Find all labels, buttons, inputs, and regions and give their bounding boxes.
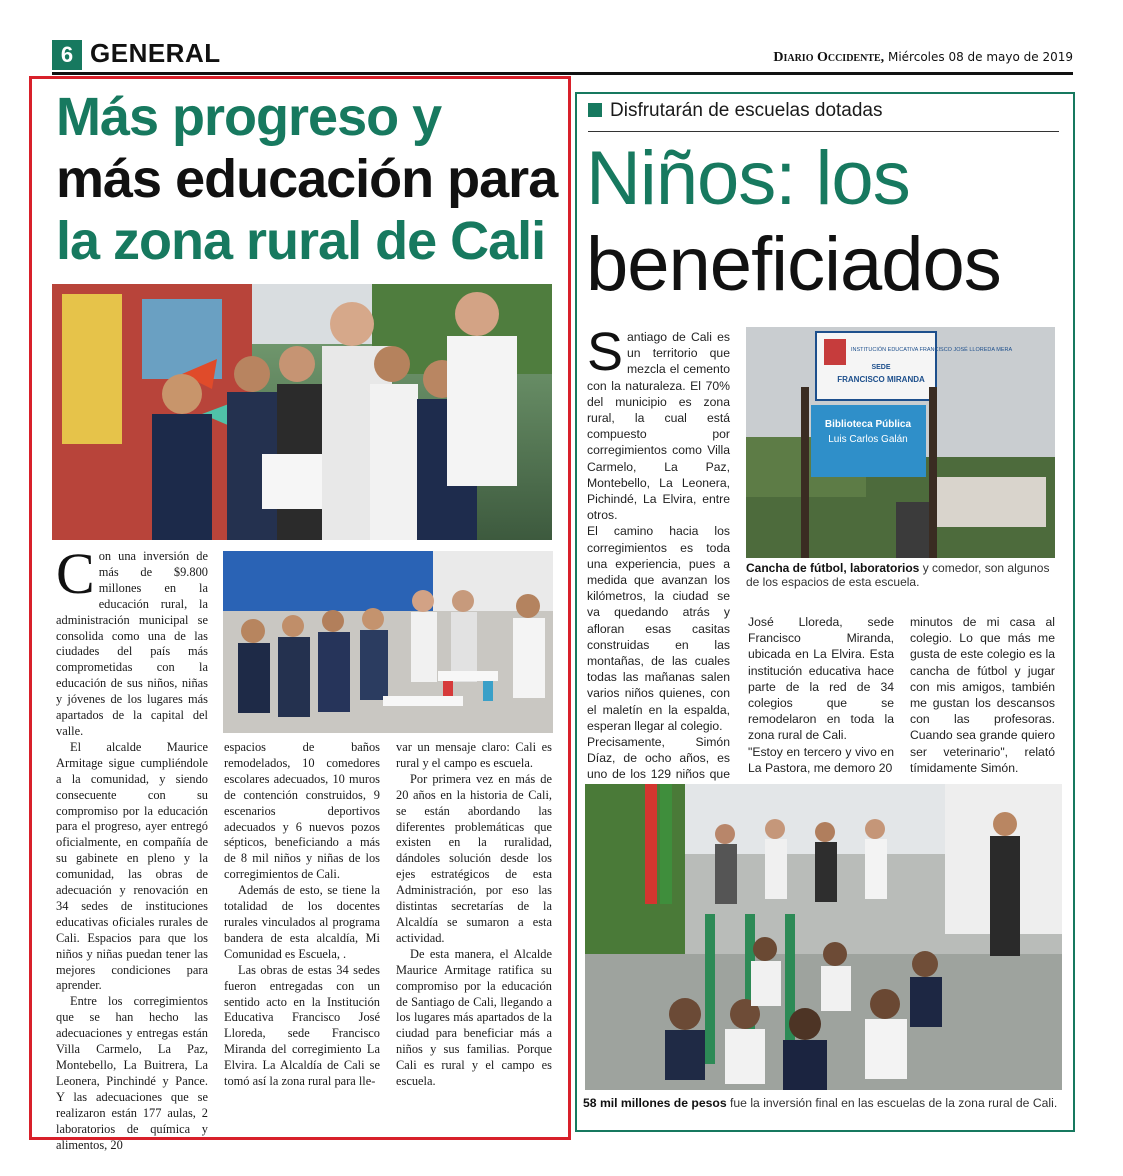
right-headline-line1: Niños: los (586, 136, 910, 221)
left-col2-paragraph-3: Las obras de estas 34 sedes fueron entregadas con un sentido acto en la Institución Educativa Francisco José Lloreda, sede Francisco Miranda del corregimiento La Elvira. La Alcaldía de Cali se tomó así la zona rural para lle- (224, 962, 380, 1089)
newspaper-name: Diario Occidente, (773, 50, 885, 65)
left-headline (56, 86, 566, 272)
left-headline-line1: Más progreso y (56, 87, 442, 147)
left-body-column-2 (224, 740, 380, 1090)
photo-school-courtyard (585, 784, 1062, 1090)
left-body-column-1 (56, 541, 208, 1153)
left-body-column-3 (396, 740, 552, 1090)
page-number: 6 (52, 40, 82, 70)
right-dropcap: S (587, 322, 624, 382)
right-col3-paragraph-1: minutos de mi casa al colegio. Lo que más me gusta de este colegio es la cancha de fútbol y jugar con mis amigos, también me gustan los descansos con las profesoras. Cuando sea grande quiero ser veterinario", relató tímidamente Simón. (910, 615, 1055, 775)
right-body-column-2 (748, 614, 894, 776)
left-col3-paragraph-3: De esta manera, el Alcalde Maurice Armitage ratifica su compromiso por la educación de Santiago de Cali, llegando a los lugares más apartados de la ciudad para beneficiar más a niños y sus familias. Porque Cali es rural y el campo es escuela. (396, 946, 552, 1089)
header-rule (52, 72, 1073, 75)
right-col1-paragraph-1: antiago de Cali es un territorio que mezcla el cemento con la naturaleza. El 70% del municipio es zona rural, la cual está compuesto por corregimientos como Villa Carmelo, La Paz, Montebello, La Leonera, Pichindé, La Elvira, entre otros. (587, 330, 730, 523)
left-headline-line3: la zona rural de Cali (56, 211, 546, 271)
sign-line1: INSTITUCIÓN EDUCATIVA FRANCISCO JOSÉ LLOREDA MERA (851, 347, 1013, 353)
section-title: GENERAL (90, 38, 221, 68)
left-headline-line2: más educación para (56, 149, 558, 209)
left-dropcap: C (56, 541, 95, 606)
sign-line2: SEDE (871, 364, 891, 371)
right-col1-paragraph-3: Precisamente, Simón Díaz, de ocho años, es uno de los 129 niños que (587, 735, 730, 782)
masthead (773, 50, 1073, 66)
left-col2-paragraph-2: Además de esto, se tiene la totalidad de los docentes rurales vinculados al programa bandera de esta alcaldía, Mi Comunidad es Escuela, . (224, 883, 380, 961)
left-col3-paragraph-1: var un mensaje claro: Cali es rural y el campo es escuela. (396, 740, 552, 770)
issue-date: Miércoles 08 de mayo de 2019 (887, 50, 1073, 64)
caption-school-courtyard (583, 1096, 1063, 1110)
right-col2-paragraph-1: José Lloreda, sede Francisco Miranda, ubicada en La Elvira. Esta institución educativa hace parte de la red de 34 colegios que se remodelaron en toda la zona rural de Cali. (748, 615, 894, 743)
right-body-column-1 (587, 322, 730, 815)
left-col1-paragraph-3: Entre los corregimientos que se han hecho las adecuaciones y entregas están Villa Carmelo, La Paz, Montebello, La Buitrera, La Leonera, Pinchindé y Pance. Y las adecuaciones que se realizaron están 177 aulas, 2 laboratorios de química y alimentos, 20 (56, 994, 208, 1152)
caption-school-sign (746, 561, 1058, 589)
left-col2-paragraph-1: espacios de baños remodelados, 10 comedores escolares adecuados, 10 muros de contención construidos, 9 escenarios deportivos adecuados y 6 nuevos pozos sépticos, beneficiando a más de 8 mil niños y niñas de los corregimientos de Cali. (224, 740, 380, 882)
board-line2: Luis Carlos Galán (828, 434, 908, 445)
right-col1-paragraph-2: El camino hacia los corregimientos es toda una experiencia, pues a medida que avanzan los kilómetros, la ciudad se va quedando atrás y afloran esas casitas construidas en las montañas, de las cuales todas las mañanas salen varios niños quienes, con el maletín en la espalda, esperan llegar al colegio. (587, 524, 730, 733)
right-kicker (588, 100, 883, 122)
kicker-text: Disfrutarán de escuelas dotadas (610, 100, 883, 121)
right-col2-paragraph-2: "Estoy en tercero y vivo en La Pastora, me demoro 20 (748, 744, 894, 775)
right-body-column-3 (910, 614, 1055, 776)
caption1-rest: y comedor, son algunos de los espacios de esta escuela. (746, 561, 1050, 589)
photo-children-celebrating (52, 284, 552, 540)
photo-classroom-visit (223, 551, 553, 733)
caption1-lead: Cancha de fútbol, laboratorios (746, 561, 920, 575)
caption2-lead: 58 mil millones de pesos (583, 1096, 727, 1110)
kicker-rule (588, 131, 1059, 132)
caption2-rest: fue la inversión final en las escuelas de la zona rural de Cali. (726, 1096, 1058, 1110)
left-col1-paragraph-2: El alcalde Maurice Armitage sigue cumpliéndole a la comunidad, y siendo consecuente con su compromiso por la educación para el progreso, ayer entregó oficialmente, en compañía de su gabinete en pleno y la comunidad, las obras de adecuación y renovación en 34 sedes de instituciones educativas oficiales rurales de Cali. Espacios para que los niños y niñas puedan tener las mejores condiciones para aprender. (56, 739, 208, 993)
kicker-square-icon (588, 103, 602, 117)
right-headline (586, 136, 1066, 308)
left-col1-paragraph-1: on una inversión de más de $9.800 millones en la educación rural, la administración municipal se consolida como una de las ciudades del país más comprometidas con la educación de sus niños, niñas y jóvenes de los lugares más apartados de la capital del valle. (56, 549, 208, 738)
right-headline-line2: beneficiados (586, 222, 1001, 307)
photo-school-sign (746, 327, 1055, 558)
board-line1: Biblioteca Pública (824, 419, 912, 430)
sign-line3: FRANCISCO MIRANDA (837, 375, 925, 384)
left-col3-paragraph-2: Por primera vez en más de 20 años en la historia de Cali, se están abordando las diferentes problemáticas que existen en la ruralidad, dándoles solución desde los ejes estratégicos de esta Administración, por eso las distintas secretarías de la Alcaldía se sumaron a esta actividad. (396, 771, 552, 945)
